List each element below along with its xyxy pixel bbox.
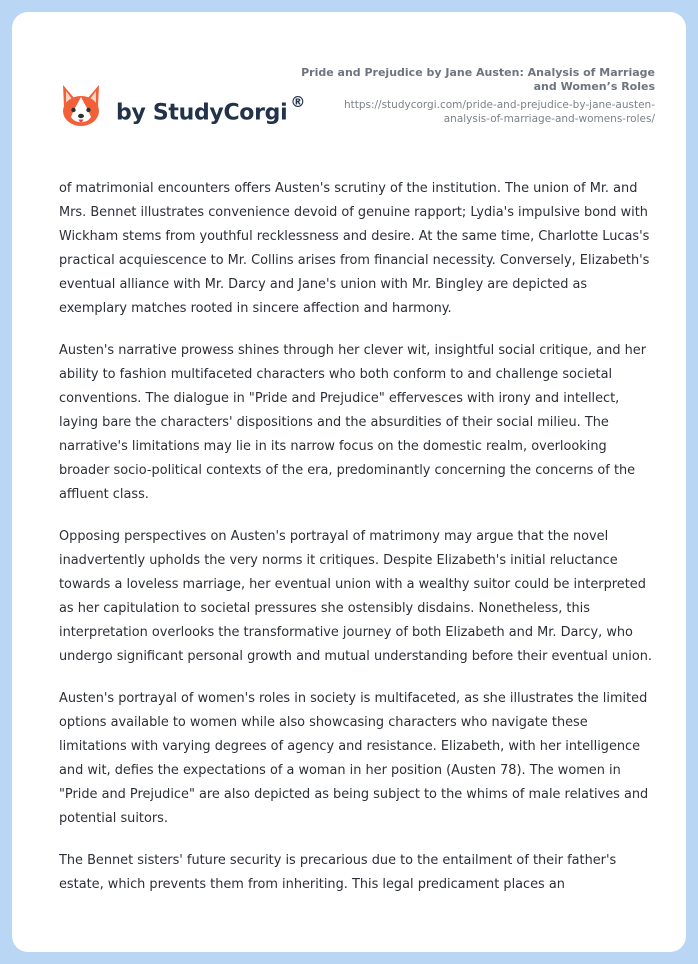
studycorgi-logo[interactable] — [60, 76, 305, 136]
paragraph-1: of matrimonial encounters offers Austen's scrutiny of the institution. The union of Mr. and Mrs. Bennet illustrates convenience devoid of genuine rapport; Lydia's impulsive bond with Wickham stems from youthful recklessness and desire. At the same time, Charlotte Lucas's practical acquiescence to Mr. Collins arises from financial necessity. Conversely, Elizabeth's eventual alliance with Mr. Darcy and Jane's union with Mr. Bingley are depicted as exemplary matches rooted in sincere affection and harmony. — [59, 181, 650, 316]
paragraph-4: Austen's portrayal of women's roles in society is multifaceted, as she illustrates the limited options available to women while also showcasing characters who navigate these limitations with varying degrees of agency and resistance. Elizabeth, with her intelligence and wit, defies the expectations of a woman in her position (Austen 78). The women in "Pride and Prejudice" are also depicted as being subject to the whims of male relatives and potential suitors. — [59, 691, 649, 826]
document-header — [295, 66, 655, 126]
document-url[interactable] — [295, 98, 655, 126]
document-url-line-2[interactable]: analysis-of-marriage-and-womens-roles/ — [443, 113, 655, 125]
paragraph-2: Austen's narrative prowess shines through her clever wit, insightful social critique, and her ability to fashion multifaceted characters who both conform to and challenge societal conventions. The dialogue in "Pride and Prejudice" effervesces with irony and intellect, laying bare the characters' dispositions and the absurdities of their social milieu. The narrative's limitations may lie in its narrow focus on the domestic realm, overlooking broader socio-political contexts of the era, predominantly concerning the concerns of the affluent class. — [59, 343, 647, 502]
document-title-line-1: Pride and Prejudice by Jane Austen: Analysis of Marriage — [301, 66, 655, 79]
brand-name: by StudyCorgi ® — [116, 92, 306, 126]
paragraph-5: The Bennet sisters' future security is precarious due to the entailment of their father's estate, which prevents them from inheriting. This legal predicament places an — [59, 853, 617, 892]
registered-mark: ® — [290, 92, 306, 111]
document-title — [295, 66, 655, 94]
document-title-line-2: and Women’s Roles — [533, 80, 655, 93]
corgi-head-icon — [60, 83, 102, 129]
document-page — [12, 12, 686, 952]
document-url-line-1[interactable]: https://studycorgi.com/pride-and-prejudice-by-jane-austen- — [343, 99, 655, 111]
document-body — [59, 177, 659, 915]
paragraph-3: Opposing perspectives on Austen's portrayal of matrimony may argue that the novel inadvertently upholds the very norms it critiques. Despite Elizabeth's initial reluctance towards a loveless marriage, her eventual union with a wealthy suitor could be interpreted as her capitulation to societal pressures she ostensibly disdains. Nonetheless, this interpretation overlooks the transformative journey of both Elizabeth and Mr. Darcy, who undergo significant personal growth and mutual understanding before their eventual union. — [59, 529, 653, 664]
